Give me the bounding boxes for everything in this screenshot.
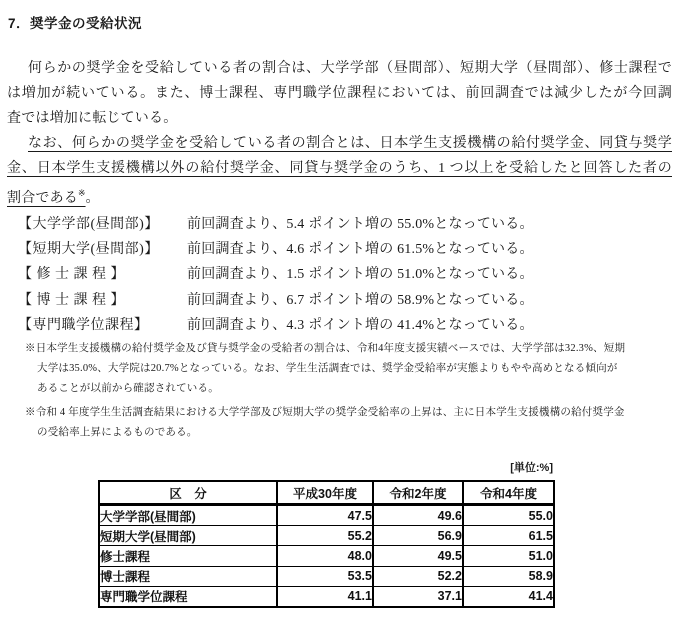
bullet-line-junior-college — [18, 237, 534, 262]
bullet-label: 【 修 士 課 程 】 — [18, 267, 125, 283]
cell-value: 48.0 — [277, 546, 373, 566]
footnote-1 — [25, 339, 625, 399]
row-label: 専門職学位課程 — [99, 586, 277, 607]
bullet-label: 【短期大学(昼間部)】 — [18, 242, 159, 258]
bullet-text: 前回調査より、4.3 ポイント増の 41.4%となっている。 — [187, 317, 534, 333]
cell-value: 56.9 — [373, 526, 463, 546]
bullet-line-masters — [18, 262, 534, 287]
underlined-text: 金、日本学生支援機構以外の給付奨学金、同貸与奨学金のうち、1 つ以上を受給したと回答した者の — [7, 161, 672, 176]
row-label: 博士課程 — [99, 566, 277, 586]
cell-value: 58.9 — [463, 566, 554, 586]
cell-value: 51.0 — [463, 546, 554, 566]
underlined-line — [7, 131, 672, 156]
cell-value: 49.5 — [373, 546, 463, 566]
paragraph-line: は増加が続いている。また、博士課程、専門職学位課程においては、前回調査では減少したが今回調 — [7, 86, 672, 101]
table-row — [99, 526, 554, 546]
cell-value: 37.1 — [373, 586, 463, 607]
underlined-text-main: 割合である — [7, 191, 78, 206]
cell-value: 41.4 — [463, 586, 554, 607]
underlined-text — [7, 188, 86, 206]
column-header-category: 区 分 — [99, 481, 277, 505]
unit-label: [単位:%] — [510, 462, 553, 474]
cell-value: 53.5 — [277, 566, 373, 586]
underlined-line — [7, 181, 672, 211]
bullet-line-doctoral — [18, 288, 534, 313]
row-label: 修士課程 — [99, 546, 277, 566]
row-label: 短期大学(昼間部) — [99, 526, 277, 546]
cell-value: 61.5 — [463, 526, 554, 546]
bullet-text: 前回調査より、4.6 ポイント増の 61.5%となっている。 — [187, 242, 534, 258]
footnote-line: ※日本学生支援機構の給付奨学金及び貸与奨学金の受給者の割合は、令和4年度支援実績ベースでは、大学学部は32.3%、短期 — [25, 343, 626, 354]
bullet-text: 前回調査より、1.5 ポイント増の 51.0%となっている。 — [187, 267, 534, 283]
footnote-line: ※令和 4 年度学生生活調査結果における大学学部及び短期大学の奨学金受給率の上昇は、主に日本学生支援機構の給付奨学金 — [25, 407, 625, 418]
cell-value: 52.2 — [373, 566, 463, 586]
cell-value: 47.5 — [277, 505, 373, 526]
underlined-text: なお、何らかの奨学金を受給している者の割合とは、日本学生支援機構の給付奨学金、同貸与奨学 — [28, 136, 672, 151]
footnote-2 — [25, 403, 625, 443]
cell-value: 55.2 — [277, 526, 373, 546]
table-row — [99, 546, 554, 566]
cell-value: 55.0 — [463, 505, 554, 526]
bullet-text: 前回調査より、5.4 ポイント増の 55.0%となっている。 — [187, 217, 534, 232]
table-header-row — [99, 481, 554, 505]
page-title: 7．奨学金の受給状況 — [8, 16, 143, 31]
footnote-line: の受給率上昇によるものである。 — [37, 427, 198, 438]
paragraph-line: 査では増加に転じている。 — [7, 111, 178, 126]
bullet-line-undergraduate — [18, 212, 534, 237]
table-row — [99, 505, 554, 526]
bullet-label: 【 博 士 課 程 】 — [18, 292, 125, 308]
paragraph-line: 何らかの奨学金を受給している者の割合は、大学学部（昼間部）、短期大学（昼間部）、修士課程で — [28, 61, 672, 76]
intro-paragraph — [7, 56, 672, 131]
bullet-text: 前回調査より、6.7 ポイント増の 58.9%となっている。 — [187, 292, 534, 308]
summary-bullet-list — [18, 212, 534, 338]
footnote-line: あることが以前から確認されている。 — [37, 383, 219, 394]
underlined-line — [7, 156, 672, 181]
column-header-r2: 令和2年度 — [373, 481, 463, 505]
footnote-marker: ※ — [78, 188, 86, 198]
footnote-line: 大学は35.0%、大学院は20.7%となっている。なお、学生生活調査では、奨学金受給率が実態よりもやや高めとなる傾向が — [37, 363, 618, 374]
column-header-h30: 平成30年度 — [277, 481, 373, 505]
row-label: 大学学部(昼間部) — [99, 505, 277, 526]
sentence-period: 。 — [85, 191, 100, 206]
definition-paragraph — [7, 131, 672, 211]
table-row — [99, 566, 554, 586]
scholarship-rate-table — [98, 480, 555, 608]
column-header-r4: 令和4年度 — [463, 481, 554, 505]
table-row — [99, 586, 554, 607]
bullet-label: 【大学学部(昼間部)】 — [18, 217, 159, 232]
cell-value: 49.6 — [373, 505, 463, 526]
bullet-label: 【専門職学位課程】 — [18, 317, 149, 333]
cell-value: 41.1 — [277, 586, 373, 607]
bullet-line-professional — [18, 313, 534, 338]
